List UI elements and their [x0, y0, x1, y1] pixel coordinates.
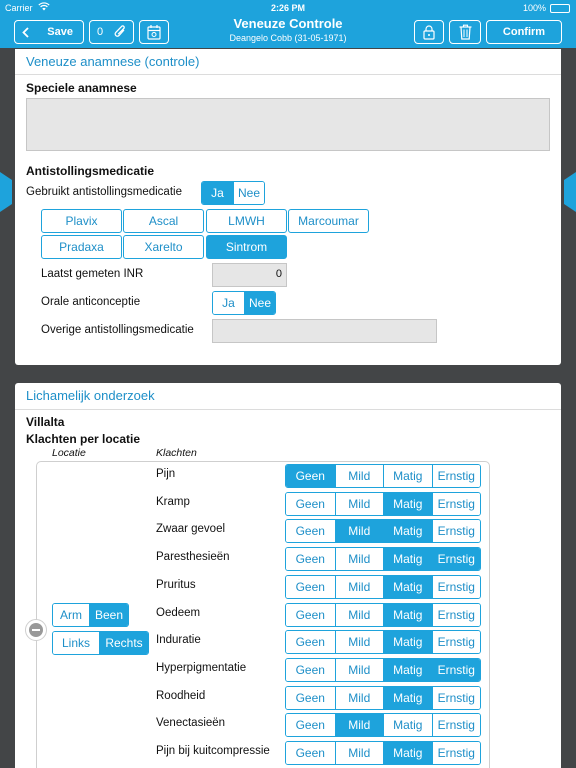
severity-geen[interactable]: Geen [286, 604, 335, 626]
severity-ernstig[interactable]: Ernstig [432, 576, 481, 598]
severity-mild[interactable]: Mild [335, 659, 384, 681]
med-ascal[interactable]: Ascal [123, 209, 204, 233]
nav-bar [0, 16, 576, 48]
symptom-row [15, 712, 561, 739]
symptom-row [15, 657, 561, 684]
right-drawer-handle[interactable] [564, 172, 576, 212]
symptom-name: Pijn bij kuitcompressie [156, 745, 270, 757]
severity-mild[interactable]: Mild [335, 631, 384, 653]
lock-icon [423, 25, 435, 40]
severity-toggle [285, 658, 481, 682]
severity-ernstig[interactable]: Ernstig [432, 714, 481, 736]
severity-ernstig[interactable]: Ernstig [432, 742, 481, 764]
symptom-row [15, 491, 561, 518]
nav-subtitle: Deangelo Cobb (31-05-1971) [229, 33, 347, 43]
exam-card [15, 383, 561, 768]
severity-geen[interactable]: Geen [286, 714, 335, 736]
symptom-row [15, 602, 561, 629]
lock-button[interactable] [414, 20, 444, 44]
location-been[interactable]: Been [89, 604, 128, 626]
severity-ernstig[interactable]: Ernstig [432, 659, 481, 681]
speciele-anamnese-input[interactable] [26, 98, 550, 151]
col-klachten-header: Klachten [156, 447, 197, 459]
status-bar [0, 0, 576, 16]
attachments-count: 0 [97, 26, 104, 38]
severity-mild[interactable]: Mild [335, 742, 384, 764]
severity-geen[interactable]: Geen [286, 742, 335, 764]
symptom-name: Oedeem [156, 606, 201, 619]
oral-contraception-label: Orale anticonceptie [41, 296, 141, 308]
severity-mild[interactable]: Mild [335, 687, 384, 709]
med-lmwh[interactable]: LMWH [206, 209, 287, 233]
severity-geen[interactable]: Geen [286, 548, 335, 570]
severity-mild[interactable]: Mild [335, 576, 384, 598]
symptom-name: Venectasieën [156, 717, 226, 730]
side-rechts[interactable]: Rechts [99, 632, 148, 654]
confirm-button[interactable]: Confirm [486, 20, 562, 44]
severity-geen[interactable]: Geen [286, 493, 335, 515]
severity-geen[interactable]: Geen [286, 576, 335, 598]
severity-mild[interactable]: Mild [335, 548, 384, 570]
severity-toggle [285, 492, 481, 516]
severity-ernstig[interactable]: Ernstig [432, 687, 481, 709]
severity-ernstig[interactable]: Ernstig [432, 465, 481, 487]
divider [15, 409, 561, 410]
uses-anticoag-no[interactable]: Nee [233, 182, 264, 204]
trash-icon [459, 24, 472, 40]
oral-contraception-no[interactable]: Nee [244, 292, 275, 314]
med-xarelto[interactable]: Xarelto [123, 235, 204, 259]
symptom-row [15, 574, 561, 601]
speciele-anamnese-label: Speciele anamnese [26, 81, 137, 95]
symptom-row [15, 546, 561, 573]
severity-geen[interactable]: Geen [286, 520, 335, 542]
severity-mild[interactable]: Mild [335, 604, 384, 626]
severity-matig[interactable]: Matig [383, 576, 432, 598]
inr-label: Laatst gemeten INR [41, 268, 144, 280]
severity-matig[interactable]: Matig [383, 659, 432, 681]
symptom-name: Kramp [156, 495, 190, 508]
severity-toggle [285, 519, 481, 543]
location-arm[interactable]: Arm [53, 604, 89, 626]
save-label: Save [47, 26, 73, 38]
klachten-per-locatie-label: Klachten per locatie [26, 432, 141, 446]
exam-title: Lichamelijk onderzoek [26, 388, 155, 403]
battery-percent: 100% [522, 3, 546, 13]
symptom-name: Roodheid [156, 689, 206, 702]
severity-toggle [285, 464, 481, 488]
symptom-row [15, 463, 561, 490]
uses-anticoag-toggle [201, 181, 265, 205]
severity-ernstig[interactable]: Ernstig [432, 548, 481, 570]
severity-matig[interactable]: Matig [383, 687, 432, 709]
severity-toggle [285, 741, 481, 765]
severity-matig[interactable]: Matig [383, 604, 432, 626]
severity-matig[interactable]: Matig [383, 520, 432, 542]
med-plavix[interactable]: Plavix [41, 209, 122, 233]
severity-ernstig[interactable]: Ernstig [432, 631, 481, 653]
uses-anticoag-label: Gebruikt antistollingsmedicatie [26, 186, 182, 198]
med-sintrom[interactable]: Sintrom [206, 235, 287, 259]
severity-geen[interactable]: Geen [286, 659, 335, 681]
oral-contraception-toggle [212, 291, 276, 315]
delete-button[interactable] [449, 20, 481, 44]
anticoag-heading: Antistollingsmedicatie [26, 164, 155, 178]
nav-title: Veneuze Controle [233, 16, 343, 31]
uses-anticoag-yes[interactable]: Ja [202, 182, 233, 204]
symptom-row [15, 518, 561, 545]
symptom-name: Induratie [156, 634, 201, 647]
battery-icon [550, 4, 570, 13]
carrier-label: Carrier [5, 3, 33, 13]
severity-toggle [285, 686, 481, 710]
severity-mild[interactable]: Mild [335, 493, 384, 515]
severity-matig[interactable]: Matig [383, 493, 432, 515]
symptom-name: Paresthesieën [156, 551, 230, 564]
severity-geen[interactable]: Geen [286, 631, 335, 653]
severity-ernstig[interactable]: Ernstig [432, 604, 481, 626]
severity-mild[interactable]: Mild [335, 520, 384, 542]
severity-matig[interactable]: Matig [383, 548, 432, 570]
symptom-name: Pijn [156, 468, 176, 480]
severity-geen[interactable]: Geen [286, 465, 335, 487]
severity-matig[interactable]: Matig [383, 742, 432, 764]
severity-geen[interactable]: Geen [286, 687, 335, 709]
med-pradaxa[interactable]: Pradaxa [41, 235, 122, 259]
left-drawer-handle[interactable] [0, 172, 12, 212]
severity-ernstig[interactable]: Ernstig [432, 493, 481, 515]
severity-matig[interactable]: Matig [383, 631, 432, 653]
symptom-row [15, 685, 561, 712]
severity-matig[interactable]: Matig [383, 465, 432, 487]
severity-toggle [285, 603, 481, 627]
severity-toggle [285, 630, 481, 654]
symptom-name: Pruritus [156, 578, 196, 591]
severity-toggle [285, 713, 481, 737]
anamnese-title: Veneuze anamnese (controle) [26, 54, 200, 69]
oral-contraception-yes[interactable]: Ja [213, 292, 244, 314]
clock: 2:26 PM [270, 3, 305, 13]
severity-toggle [285, 575, 481, 599]
divider [15, 74, 561, 75]
med-marcoumar[interactable]: Marcoumar [288, 209, 369, 233]
inr-input[interactable]: 0 [212, 263, 287, 287]
symptom-row [15, 740, 561, 767]
severity-toggle [285, 547, 481, 571]
side-links[interactable]: Links [53, 632, 99, 654]
severity-mild[interactable]: Mild [335, 714, 384, 736]
other-anticoag-label: Overige antistollingsmedicatie [41, 324, 194, 336]
other-anticoag-input[interactable] [212, 319, 437, 343]
severity-ernstig[interactable]: Ernstig [432, 520, 481, 542]
symptom-name: Hyperpigmentatie [156, 661, 247, 674]
villalta-label: Villalta [26, 415, 65, 429]
severity-mild[interactable]: Mild [335, 465, 384, 487]
anamnese-card [15, 49, 561, 365]
symptom-row [15, 629, 561, 656]
symptom-name: Zwaar gevoel [156, 523, 226, 536]
col-locatie-header: Locatie [52, 447, 86, 459]
severity-matig[interactable]: Matig [383, 714, 432, 736]
